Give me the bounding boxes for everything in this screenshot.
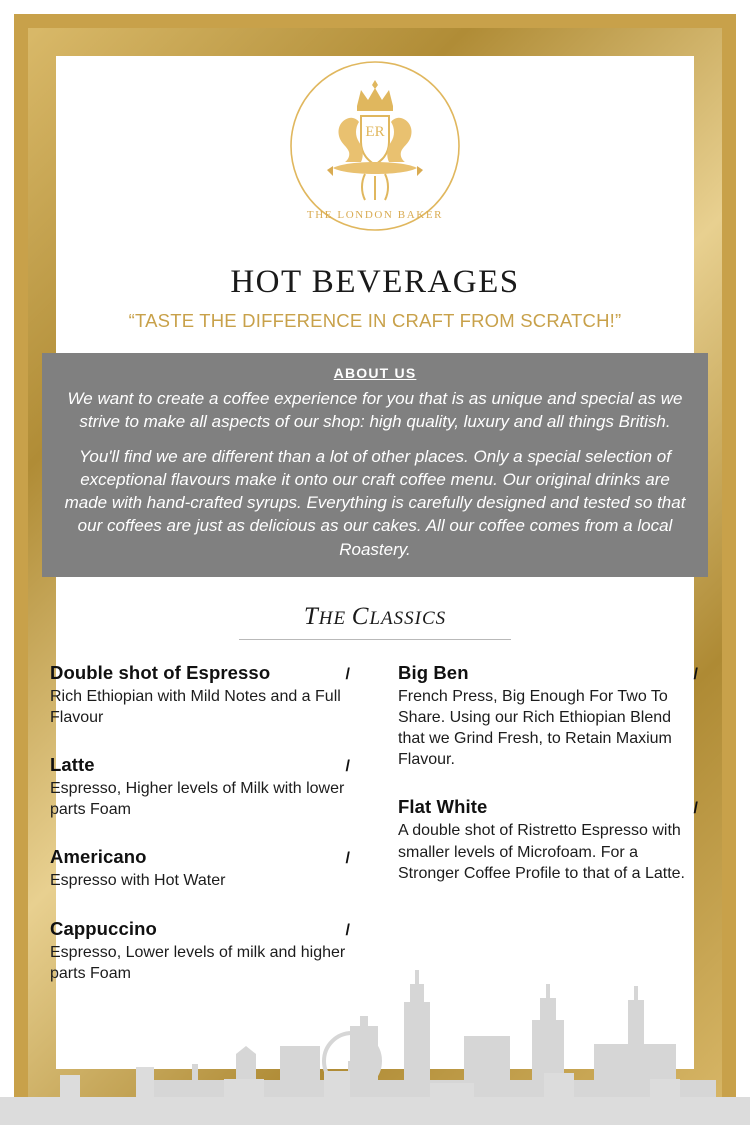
about-us-paragraph-1: We want to create a coffee experience for you that is as unique and special as we strive to make all aspects of our shop: high quality, luxury and all things British.	[67, 389, 683, 432]
menu-item	[50, 846, 354, 891]
page-title: HOT BEVERAGES	[230, 264, 520, 300]
menu-item-head	[50, 846, 354, 868]
section-heading-cap-c: C	[351, 602, 370, 630]
section-divider	[239, 639, 511, 640]
menu-item-name: Cappuccino	[50, 917, 157, 939]
menu-item-name: Flat White	[398, 796, 488, 818]
menu-item-description: Rich Ethiopian with Mild Notes and a Full Flavour	[50, 687, 341, 727]
menu-item-name: Latte	[50, 754, 95, 776]
menu-item	[50, 754, 354, 820]
menu-item-description: Espresso, Lower levels of milk and higher parts Foam	[50, 943, 346, 982]
section-heading-he: HE	[318, 607, 352, 629]
menu-column-right	[376, 662, 702, 984]
page-tagline: “TASTE THE DIFFERENCE IN CRAFT FROM SCRATCH!”	[128, 310, 622, 331]
svg-text:ER: ER	[365, 124, 385, 140]
menu-item-price: /	[693, 800, 698, 818]
menu-item-name: Double shot of Espresso	[50, 661, 271, 683]
menu-item-description: Espresso, Higher levels of Milk with lower parts Foam	[50, 780, 345, 819]
menu-item-name: Big Ben	[398, 661, 469, 683]
menu-item-head	[398, 796, 702, 818]
menu-item	[398, 796, 702, 883]
menu-item-head	[50, 662, 354, 684]
menu-item-head	[50, 918, 354, 940]
menu-item-head	[50, 754, 354, 776]
menu-item	[50, 662, 354, 728]
london-baker-crest-logo-icon	[287, 58, 463, 234]
about-us-title: ABOUT US	[333, 365, 417, 381]
logo-brand-name: THE LONDON BAKER	[306, 209, 444, 221]
menu-item-price: /	[345, 850, 350, 868]
menu-item-name: Americano	[50, 846, 147, 868]
menu-item-price: /	[345, 665, 350, 683]
about-us-paragraph-2: You'll find we are different than a lot of other places. Only a special selection of exceptional flavours make it onto our craft coffee menu. Our original drinks are made with hand-crafted syrups. Everything is carefully designed and tested so that our coffees are just as delicious as our cakes. All our coffee comes from a local Roastery.	[64, 446, 686, 559]
menu-content	[28, 28, 722, 1097]
logo-container	[28, 28, 722, 234]
menu-item-description: French Press, Big Enough For Two To Share. Using our Rich Ethiopian Blend that we Grind Fresh, to Retain Maxium Flavour.	[398, 687, 672, 769]
menu-column-left	[50, 662, 376, 984]
about-us-box	[42, 353, 708, 577]
menu-item-price: /	[345, 758, 350, 776]
menu-columns	[28, 662, 722, 984]
menu-item-description: Espresso with Hot Water	[50, 872, 226, 890]
section-heading-lassics: LASSICS	[369, 607, 447, 629]
menu-item-price: /	[693, 665, 698, 683]
menu-item-head	[398, 662, 702, 684]
menu-item-price: /	[345, 921, 350, 939]
menu-item	[50, 918, 354, 984]
section-heading-cap-t: T	[303, 602, 319, 630]
menu-item	[398, 662, 702, 770]
menu-item-description: A double shot of Ristretto Espresso with smaller levels of Microfoam. For a Stronger Coffee Profile to that of a Latte.	[398, 822, 685, 882]
section-heading-the-classics	[28, 603, 722, 631]
